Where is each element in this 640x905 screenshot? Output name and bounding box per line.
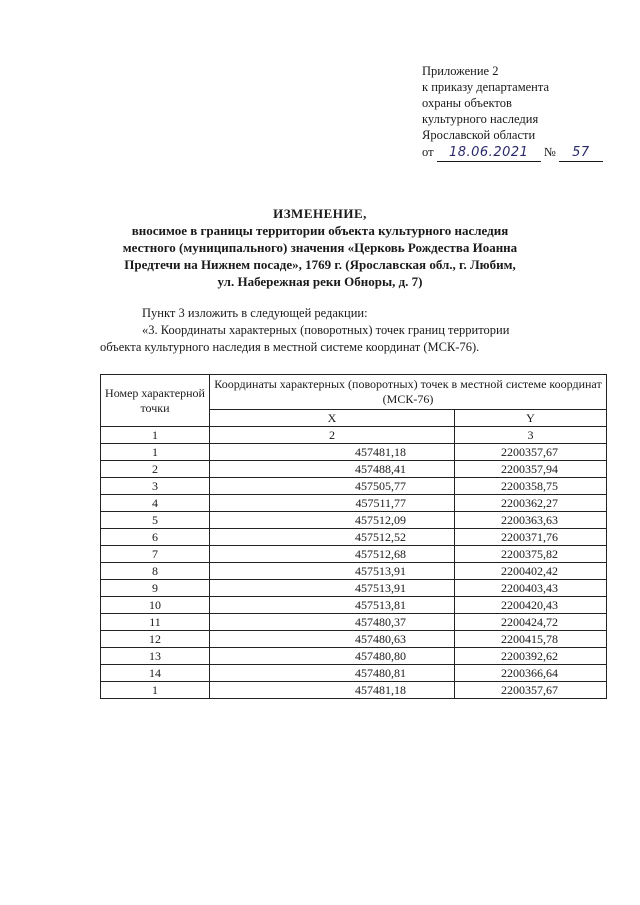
handwritten-date: 18.06.2021: [437, 145, 541, 162]
table-row: [101, 495, 607, 512]
table-row: [101, 512, 607, 529]
point-number: 8: [101, 563, 210, 580]
appendix-label: Приложение 2: [422, 64, 499, 78]
number-prefix: №: [543, 145, 556, 159]
column-index-row: [101, 427, 607, 444]
handwritten-number: 57: [559, 145, 603, 162]
paragraph-intro: Пункт 3 изложить в следующей редакции:: [142, 306, 368, 320]
x-value: 457512,52: [210, 529, 455, 546]
point-number: 1: [101, 682, 210, 699]
y-value: 2200371,76: [455, 529, 607, 546]
index-cell: 2: [210, 427, 455, 444]
x-value: 457505,77: [210, 478, 455, 495]
point-number: 13: [101, 648, 210, 665]
x-value: 457513,91: [210, 563, 455, 580]
paragraph-point-3-cont: объекта культурного наследия в местной системе координат (МСК-76).: [100, 340, 480, 354]
y-value: 2200357,94: [455, 461, 607, 478]
point-number: 4: [101, 495, 210, 512]
y-value: 2200403,43: [455, 580, 607, 597]
y-value: 2200424,72: [455, 614, 607, 631]
point-number: 10: [101, 597, 210, 614]
body-text: [100, 305, 600, 356]
table-row: [101, 529, 607, 546]
order-date-number: [422, 144, 603, 162]
y-value: 2200366,64: [455, 665, 607, 682]
table-row: [101, 614, 607, 631]
y-value: 2200420,43: [455, 597, 607, 614]
x-value: 457488,41: [210, 461, 455, 478]
department-line-2: культурного наследия: [422, 112, 539, 126]
point-number: 6: [101, 529, 210, 546]
x-value: 457481,18: [210, 444, 455, 461]
y-value: 2200363,63: [455, 512, 607, 529]
index-cell: 1: [101, 427, 210, 444]
table-row: [101, 444, 607, 461]
table-row: [101, 478, 607, 495]
table-row: [101, 546, 607, 563]
y-value: 2200415,78: [455, 631, 607, 648]
header-point-number: Номер характерной точки: [101, 375, 210, 427]
x-value: 457511,77: [210, 495, 455, 512]
x-value: 457480,37: [210, 614, 455, 631]
header-y: Y: [455, 410, 607, 427]
coordinates-table: [100, 374, 607, 699]
y-value: 2200392,62: [455, 648, 607, 665]
approval-block: [422, 63, 603, 162]
y-value: 2200358,75: [455, 478, 607, 495]
index-cell: 3: [455, 427, 607, 444]
point-number: 11: [101, 614, 210, 631]
x-value: 457480,81: [210, 665, 455, 682]
y-value: 2200357,67: [455, 444, 607, 461]
header-x: X: [210, 410, 455, 427]
y-value: 2200375,82: [455, 546, 607, 563]
point-number: 12: [101, 631, 210, 648]
table-row: [101, 563, 607, 580]
title-heading: ИЗМЕНЕНИЕ,: [273, 206, 367, 221]
x-value: 457513,81: [210, 597, 455, 614]
x-value: 457481,18: [210, 682, 455, 699]
x-value: 457512,09: [210, 512, 455, 529]
x-value: 457480,63: [210, 631, 455, 648]
y-value: 2200362,27: [455, 495, 607, 512]
point-number: 14: [101, 665, 210, 682]
header-coordinates: Координаты характерных (поворотных) точек в местной системе координат (МСК-76): [210, 375, 607, 410]
point-number: 3: [101, 478, 210, 495]
x-value: 457513,91: [210, 580, 455, 597]
title-line-3: Предтечи на Нижнем посаде», 1769 г. (Ярославская обл., г. Любим,: [124, 257, 516, 272]
y-value: 2200357,67: [455, 682, 607, 699]
point-number: 2: [101, 461, 210, 478]
point-number: 1: [101, 444, 210, 461]
point-number: 5: [101, 512, 210, 529]
table-row: [101, 631, 607, 648]
table-row: [101, 682, 607, 699]
order-ref-line: к приказу департамента: [422, 80, 550, 94]
point-number: 7: [101, 546, 210, 563]
document-title: [60, 205, 580, 290]
table-row: [101, 665, 607, 682]
x-value: 457480,80: [210, 648, 455, 665]
date-prefix: от: [422, 145, 434, 159]
y-value: 2200402,42: [455, 563, 607, 580]
table-row: [101, 597, 607, 614]
title-line-2: местного (муниципального) значения «Церковь Рождества Иоанна: [122, 240, 518, 255]
title-line-1: вносимое в границы территории объекта культурного наследия: [131, 223, 509, 238]
table-row: [101, 580, 607, 597]
department-line-1: охраны объектов: [422, 96, 512, 110]
x-value: 457512,68: [210, 546, 455, 563]
region-line: Ярославской области: [422, 128, 536, 142]
title-line-4: ул. Набережная реки Обноры, д. 7): [217, 274, 423, 289]
table-row: [101, 461, 607, 478]
point-number: 9: [101, 580, 210, 597]
paragraph-point-3: «3. Координаты характерных (поворотных) точек границ территории: [142, 323, 510, 337]
table-row: [101, 648, 607, 665]
